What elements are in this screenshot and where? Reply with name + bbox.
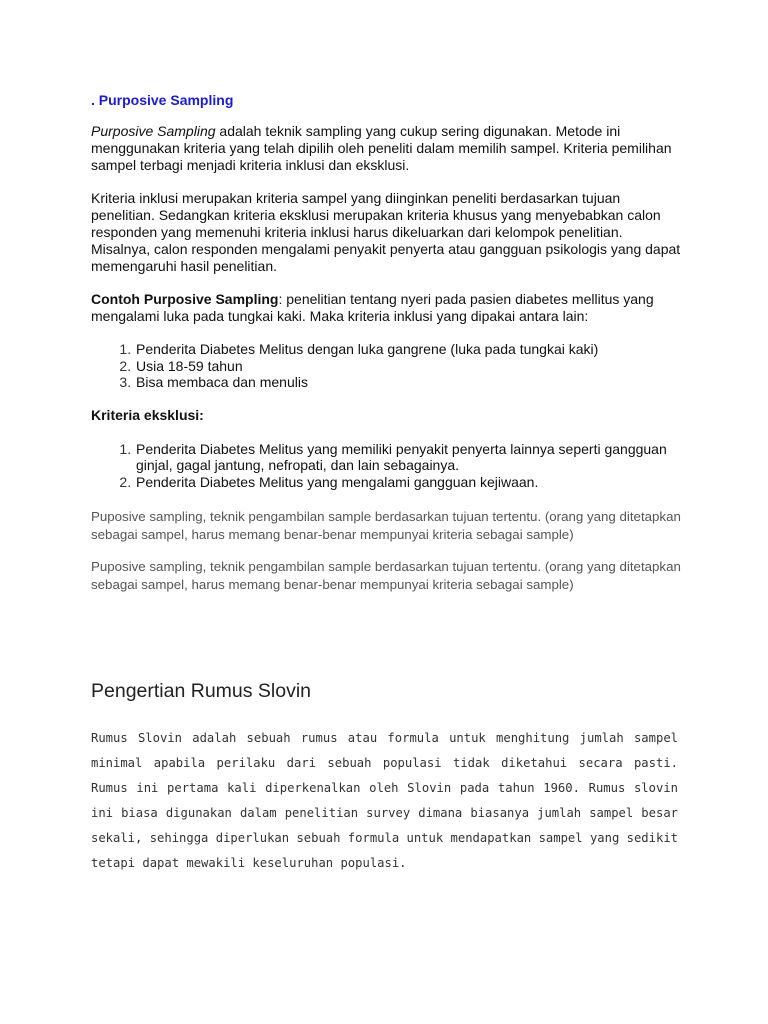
example-label: Contoh Purposive Sampling (91, 291, 279, 307)
intro-paragraph (91, 123, 681, 174)
slovin-section-title: Pengertian Rumus Slovin (91, 680, 312, 702)
list-item: 1. Penderita Diabetes Melitus dengan luka gangrene (luka pada tungkai kaki) (135, 341, 681, 358)
note-paragraph-1: Puposive sampling, teknik pengambilan sample berdasarkan tujuan tertentu. (orang yang ditetapkan sebagai sampel, harus memang benar-benar mempunyai kriteria sebagai sample) (91, 509, 681, 542)
intro-text: adalah teknik sampling yang cukup sering digunakan. Metode ini menggunakan kriteria yang telah dipilih oleh peneliti dalam memilih sampel. Kriteria pemilihan sampel terbagi menjadi kriteria inklusi dan eksklusi. (91, 123, 672, 173)
exclusion-heading: Kriteria eksklusi: (91, 406, 204, 423)
list-item: 3. Bisa membaca dan menulis (135, 374, 681, 391)
slovin-paragraph: Rumus Slovin adalah sebuah rumus atau formula untuk menghitung jumlah sampel minimal apabila perilaku dari sebuah populasi tidak diketahui secara pasti. Rumus ini pertama kali diperkenalkan oleh Slovin pada tahun 1960. Rumus slovin ini biasa digunakan dalam penelitian survey dimana biasanya jumlah sampel besar sekali, sehingga diperlukan sebuah formula untuk mendapatkan sampel yang sedikit tetapi dapat mewakili keseluruhan populasi. (91, 731, 678, 870)
list-item: 2. Usia 18-59 tahun (135, 358, 681, 375)
list-item: 1. Penderita Diabetes Melitus yang memiliki penyakit penyerta lainnya seperti gangguan ginjal, gagal jantung, nefropati, dan lain sebagainya. (135, 441, 681, 474)
list-item: 2. Penderita Diabetes Melitus yang mengalami gangguan kejiwaan. (135, 474, 681, 491)
note-paragraph-2: Puposive sampling, teknik pengambilan sample berdasarkan tujuan tertentu. (orang yang ditetapkan sebagai sampel, harus memang benar-benar mempunyai kriteria sebagai sample) (91, 559, 681, 592)
intro-term: Purposive Sampling (91, 123, 216, 139)
inclusion-list (91, 341, 681, 391)
criteria-paragraph: Kriteria inklusi merupakan kriteria sampel yang diinginkan peneliti berdasarkan tujuan penelitian. Sedangkan kriteria eksklusi merupakan kriteria khusus yang menyebabkan calon responden yang memenuhi kriteria inklusi harus dikeluarkan dari kelompok penelitian. Misalnya, calon responden mengalami penyakit penyerta atau gangguan psikologis yang dapat memengaruhi hasil penelitian. (91, 190, 681, 274)
exclusion-list (91, 441, 681, 491)
purposive-sampling-heading: . Purposive Sampling (91, 92, 234, 108)
example-text: : penelitian tentang nyeri pada pasien diabetes mellitus yang mengalami luka pada tungkai kaki. Maka kriteria inklusi yang dipakai antara lain: (91, 291, 654, 324)
document-body (91, 92, 681, 608)
example-paragraph (91, 291, 681, 325)
